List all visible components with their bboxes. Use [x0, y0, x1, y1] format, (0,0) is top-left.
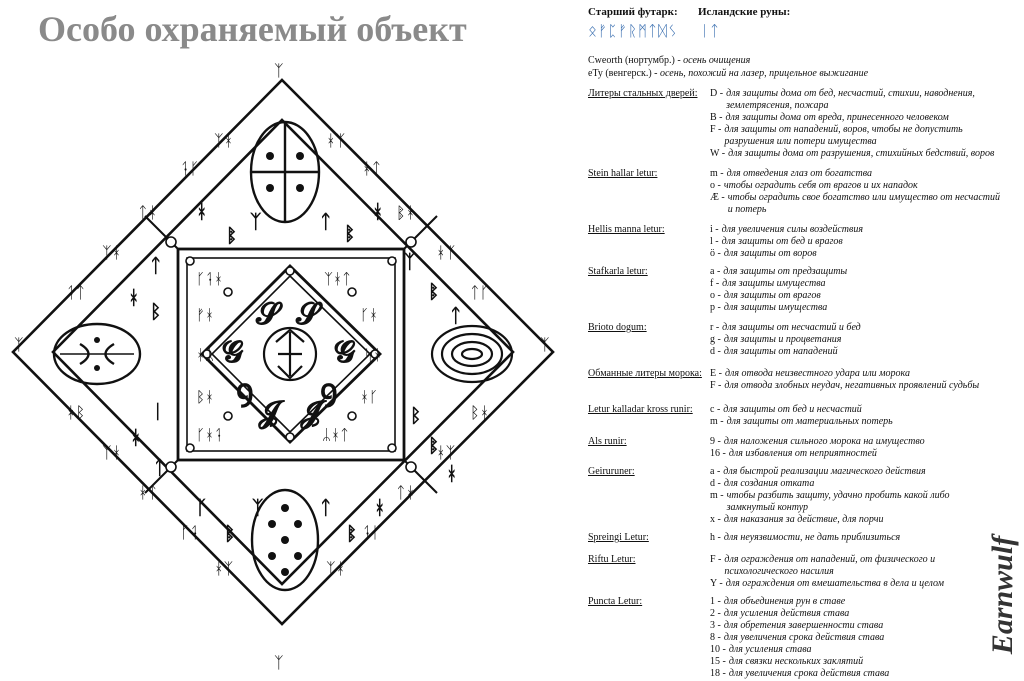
- svg-text:ᛉᚼ: ᛉᚼ: [214, 131, 234, 150]
- legend-item: [710, 148, 1000, 160]
- svg-text:ᛑᛏ: ᛑᛏ: [66, 283, 86, 302]
- legend-item-desc: для наложения сильного морока на имущество: [723, 436, 925, 447]
- legend-item-key: p -: [710, 302, 721, 313]
- svg-text:ᚴᚼ: ᚴᚼ: [360, 306, 379, 324]
- svg-text:ᚼᛦ: ᚼᛦ: [196, 346, 215, 364]
- svg-text:ᛔᚼ: ᛔᚼ: [396, 203, 416, 222]
- legend-item: [710, 302, 1000, 314]
- legend-item-key: a -: [710, 466, 721, 477]
- svg-text:ᛑᚴ: ᛑᚴ: [180, 159, 200, 178]
- legend-item: [710, 596, 1000, 608]
- legend-item-key: o -: [710, 180, 721, 191]
- legend-item-key: 2 -: [710, 608, 721, 619]
- svg-text:ᚼᛏ: ᚼᛏ: [362, 159, 382, 178]
- legend-item-desc: для защиты от бед и врагов: [721, 236, 843, 247]
- legend-item-desc: для защиты дома от бед, несчастий, стихии, наводнения, землетрясения, пожара: [726, 88, 975, 111]
- legend-item: [710, 322, 1000, 334]
- elder-futhark-runes: ᛟᚠᛈᚠᚱᛗᛏᛞᛊ: [588, 22, 679, 40]
- legend-item-desc: для защиты от врагов: [723, 290, 821, 301]
- svg-text:ᛒ: ᛒ: [410, 405, 422, 427]
- legend-section-heading: Puncta Letur:: [588, 596, 643, 607]
- legend-item-desc: для усиления става: [728, 644, 812, 655]
- svg-text:ᛏ: ᛏ: [320, 211, 332, 233]
- legend-item-desc: для неуязвимости, не дать приблизиться: [723, 532, 901, 543]
- svg-text:ᛦᚼᛏ: ᛦᚼᛏ: [322, 426, 350, 444]
- legend-item: [710, 112, 1000, 124]
- legend-item-key: g -: [710, 334, 721, 345]
- intro-line-2: eTy (венгерск.) - осень, похожий на лазер, прицельное выжигание: [588, 68, 869, 79]
- svg-text:ᚼᛏ: ᚼᛏ: [138, 483, 158, 502]
- legend-item: [710, 404, 1000, 416]
- legend-item-key: m -: [710, 490, 724, 501]
- legend-item: [710, 346, 1000, 358]
- svg-text:ᚼᛉ: ᚼᛉ: [436, 443, 456, 462]
- elder-futhark-label: Старший футарк:: [588, 6, 678, 18]
- svg-text:ᛏᚼ: ᛏᚼ: [396, 483, 416, 502]
- legend-item: [710, 278, 1000, 290]
- legend-item: [710, 224, 1000, 236]
- legend-section-heading: Обманные литеры морока:: [588, 368, 702, 379]
- legend-item-key: F -: [710, 554, 722, 565]
- svg-text:ᚼᛉ: ᚼᛉ: [436, 243, 456, 262]
- legend-item-desc: для усиления действия става: [723, 608, 850, 619]
- legend-item-key: 1 -: [710, 596, 721, 607]
- legend-item: [710, 608, 1000, 620]
- legend-item: [710, 180, 1000, 192]
- legend-item-desc: для защиты от нападений: [723, 346, 838, 357]
- legend-item-desc: для отвода злобных неудач, негативных проявлений судьбы: [724, 380, 980, 391]
- svg-text:ᛏ: ᛏ: [450, 305, 462, 327]
- legend-item-desc: для защиты и процветания: [723, 334, 842, 345]
- legend-item-desc: для защиты от несчастий и бед: [722, 322, 861, 333]
- legend-item-key: Æ -: [710, 192, 725, 203]
- svg-text:ᛏᚼ: ᛏᚼ: [138, 203, 158, 222]
- svg-text:ᛉ: ᛉ: [250, 211, 262, 233]
- legend-item-key: 9 -: [710, 436, 721, 447]
- legend-item: [710, 124, 1000, 148]
- legend-item-key: F -: [710, 124, 722, 135]
- svg-text:ᛉᚼᛏ: ᛉᚼᛏ: [324, 270, 352, 288]
- legend-item-key: 3 -: [710, 620, 721, 631]
- svg-text:𝓢: 𝓢: [256, 297, 280, 332]
- legend-item: [710, 466, 1000, 478]
- svg-text:ᛏᚴ: ᛏᚴ: [470, 283, 490, 302]
- svg-text:ᛉ: ᛉ: [404, 251, 416, 273]
- legend-item-key: d -: [710, 478, 721, 489]
- svg-text:ꝯ: ꝯ: [320, 373, 338, 408]
- legend-item-key: r -: [710, 322, 720, 333]
- svg-text:ᛒᚼ: ᛒᚼ: [470, 403, 490, 422]
- svg-text:ᛏ: ᛏ: [320, 497, 332, 519]
- svg-text:ᚼᚴ: ᚼᚴ: [360, 388, 379, 406]
- legend-item-key: i -: [710, 224, 719, 235]
- icelandic-runes: ᛁᛏ: [700, 22, 721, 40]
- svg-text:ᚴᛑᚼ: ᚴᛑᚼ: [196, 270, 224, 288]
- svg-text:ᛉ: ᛉ: [274, 653, 284, 672]
- svg-text:ᛑᚴ: ᛑᚴ: [362, 523, 382, 542]
- legend-item-desc: для обретения завершенности става: [723, 620, 884, 631]
- legend-item-key: d -: [710, 346, 721, 357]
- legend-section-heading: Spreingi Letur:: [588, 532, 649, 543]
- svg-text:ᚼ: ᚼ: [372, 201, 384, 223]
- legend-item-desc: для увеличения силы воздействия: [721, 224, 864, 235]
- legend-item-desc: для ограждения от нападений, от физического и психологического насилия: [724, 554, 936, 577]
- legend-item-key: m -: [710, 416, 724, 427]
- legend-item-desc: для защиты имущества: [723, 302, 828, 313]
- legend-item-desc: для связки нескольких заклятий: [728, 656, 864, 667]
- legend-item-key: x -: [710, 514, 721, 525]
- svg-text:ᛏ: ᛏ: [150, 255, 162, 277]
- svg-text:𝓖: 𝓖: [334, 335, 356, 370]
- svg-text:ᚼ: ᚼ: [196, 201, 208, 223]
- legend-item-desc: для объединения рун в ставе: [723, 596, 846, 607]
- legend-item: [710, 448, 1000, 460]
- svg-text:ᛉᚼ: ᛉᚼ: [326, 559, 346, 578]
- svg-text:𝓙: 𝓙: [258, 395, 279, 430]
- legend-item: [710, 248, 1000, 260]
- legend-item-key: 10 -: [710, 644, 726, 655]
- svg-text:ᛔ: ᛔ: [428, 281, 440, 303]
- svg-text:ᛒᚼ: ᛒᚼ: [196, 388, 215, 406]
- legend-item: [710, 236, 1000, 248]
- legend-item-desc: для ограждения от вмешательства в дела и целом: [725, 578, 944, 589]
- legend-item: [710, 436, 1000, 448]
- legend-item-desc: для защиты дома от вреда, принесенного человеком: [725, 112, 949, 123]
- legend-item-key: F -: [710, 380, 722, 391]
- legend-item: [710, 490, 1000, 514]
- legend-item-desc: для защиты имущества: [722, 278, 826, 289]
- legend-item-desc: для создания отката: [723, 478, 815, 489]
- legend-item-desc: для отвода неизвестного удара или морока: [724, 368, 910, 379]
- svg-text:ᚼᛉ: ᚼᛉ: [326, 131, 346, 150]
- svg-text:ᛔ: ᛔ: [226, 225, 238, 247]
- legend-section-heading: Brioto dogum:: [588, 322, 647, 333]
- svg-text:ᚼ: ᚼ: [374, 497, 386, 519]
- legend-item: [710, 416, 1000, 428]
- legend-item: [710, 554, 1000, 578]
- legend-section-heading: Stafkarla letur:: [588, 266, 648, 277]
- legend-item-desc: чтобы оградить свое богатство или имущество от несчастий и потерь: [727, 192, 1000, 215]
- legend-item: [710, 266, 1000, 278]
- legend-item: [710, 644, 1000, 656]
- legend-section-heading: Geiruruner:: [588, 466, 635, 477]
- legend-item-desc: для увеличения срока действия става: [723, 632, 885, 643]
- legend-section-heading: Stein hallar letur:: [588, 168, 658, 179]
- legend-item: [710, 192, 1000, 216]
- svg-text:ᛉ: ᛉ: [14, 335, 24, 354]
- svg-text:ᛁ: ᛁ: [152, 401, 164, 423]
- svg-text:ᚴ: ᚴ: [196, 497, 208, 519]
- svg-text:ᚼ: ᚼ: [130, 427, 142, 449]
- svg-text:ᚴᛑ: ᚴᛑ: [180, 523, 200, 542]
- svg-text:ᛉᚼ: ᛉᚼ: [102, 443, 122, 462]
- legend-item-key: a -: [710, 266, 721, 277]
- legend-item-desc: для отведения глаз от богатства: [726, 168, 872, 179]
- signature: Earnwulf: [986, 535, 1019, 655]
- legend-item-key: 16 -: [710, 448, 726, 459]
- legend-item: [710, 368, 1000, 380]
- legend-item-desc: для защиты дома от разрушения, стихийных бедствий, воров: [728, 148, 995, 159]
- legend-item: [710, 380, 1000, 392]
- legend-item-desc: для защиты от предзащиты: [723, 266, 848, 277]
- legend-item-key: Y -: [710, 578, 723, 589]
- icelandic-runes-label: Исландские руны:: [698, 6, 791, 18]
- legend-item: [710, 88, 1000, 112]
- svg-text:ᛔ: ᛔ: [428, 435, 440, 457]
- legend-item-desc: для наказания за действие, для порчи: [723, 514, 884, 525]
- svg-text:ᛉᚼ: ᛉᚼ: [102, 243, 122, 262]
- legend-section-heading: Als runir:: [588, 436, 627, 447]
- legend-item-desc: для защиты от материальных потерь: [726, 416, 893, 427]
- svg-text:𝓖: 𝓖: [222, 335, 244, 370]
- svg-text:ꝯ: ꝯ: [236, 373, 254, 408]
- svg-text:ᚼᛉ: ᚼᛉ: [214, 559, 234, 578]
- legend-item: [710, 620, 1000, 632]
- legend-item: [710, 290, 1000, 302]
- svg-text:𝓢: 𝓢: [296, 297, 320, 332]
- legend-item-desc: чтобы оградить себя от врагов и их нападок: [723, 180, 918, 191]
- legend-item: [710, 168, 1000, 180]
- svg-text:ᚼ: ᚼ: [446, 463, 458, 485]
- svg-text:ᛔ: ᛔ: [224, 523, 236, 545]
- legend-section-heading: Литеры стальных дверей:: [588, 88, 698, 99]
- protection-stave-diagram: [0, 62, 575, 681]
- legend-item-key: m -: [710, 168, 724, 179]
- page-title: Особо охраняемый объект: [38, 9, 467, 49]
- legend-item-key: 15 -: [710, 656, 726, 667]
- legend-item: [710, 514, 1000, 526]
- legend-item: [710, 632, 1000, 644]
- svg-text:ᚼᛒ: ᚼᛒ: [66, 403, 86, 422]
- svg-text:ᚼ: ᚼ: [128, 287, 140, 309]
- legend-item-key: W -: [710, 148, 726, 159]
- legend-section-heading: Letur kalladar kross runir:: [588, 404, 693, 415]
- legend-item: [710, 334, 1000, 346]
- legend-item-desc: для защиты от воров: [723, 248, 817, 259]
- legend-item-key: E -: [710, 368, 722, 379]
- legend-item-desc: для защиты от нападений, воров, чтобы не допустить разрушения или потери имущества: [724, 124, 963, 147]
- legend-item-desc: для быстрой реализации магического действия: [723, 466, 926, 477]
- legend-item-key: D -: [710, 88, 724, 99]
- legend-item-desc: для избавления от неприятностей: [728, 448, 877, 459]
- legend-item-key: h -: [710, 532, 721, 543]
- legend-item-key: ö -: [710, 248, 721, 259]
- svg-text:ᛉ: ᛉ: [274, 62, 284, 80]
- legend-item: [710, 578, 1000, 590]
- legend-item-key: 8 -: [710, 632, 721, 643]
- svg-text:ᛒ: ᛒ: [150, 301, 162, 323]
- legend-item-key: o -: [710, 290, 721, 301]
- legend-item-key: f -: [710, 278, 720, 289]
- svg-text:ᚴᚼᛑ: ᚴᚼᛑ: [196, 426, 224, 444]
- legend-item-key: l -: [710, 236, 719, 247]
- svg-text:ᛔ: ᛔ: [344, 223, 356, 245]
- legend-item-key: c -: [710, 404, 721, 415]
- legend-item: [710, 532, 1000, 544]
- svg-text:𝓙: 𝓙: [300, 395, 321, 430]
- legend-item-desc: для увеличения срока действия става: [728, 668, 890, 679]
- legend-item: [710, 668, 1000, 680]
- legend-item: [710, 478, 1000, 490]
- svg-text:ᚠᚼ: ᚠᚼ: [196, 306, 215, 324]
- svg-text:ᛔ: ᛔ: [346, 523, 358, 545]
- svg-text:ᛋᚼ: ᛋᚼ: [364, 346, 383, 364]
- legend-section-heading: Hellis manna letur:: [588, 224, 665, 235]
- legend-item-key: 18 -: [710, 668, 726, 679]
- intro-line-1: Cweorth (нортумбр.) - осень очищения: [588, 55, 751, 66]
- svg-text:ᛏ: ᛏ: [154, 457, 166, 479]
- legend-item-desc: для защиты от бед и несчастий: [723, 404, 862, 415]
- svg-text:ᛉ: ᛉ: [252, 497, 264, 519]
- legend-item-key: B -: [710, 112, 723, 123]
- legend-item: [710, 656, 1000, 668]
- legend-item-desc: чтобы разбить защиту, удачно пробить какой либо замкнутый контур: [726, 490, 950, 513]
- legend-section-heading: Riftu Letur:: [588, 554, 636, 565]
- svg-text:ᛉ: ᛉ: [540, 335, 550, 354]
